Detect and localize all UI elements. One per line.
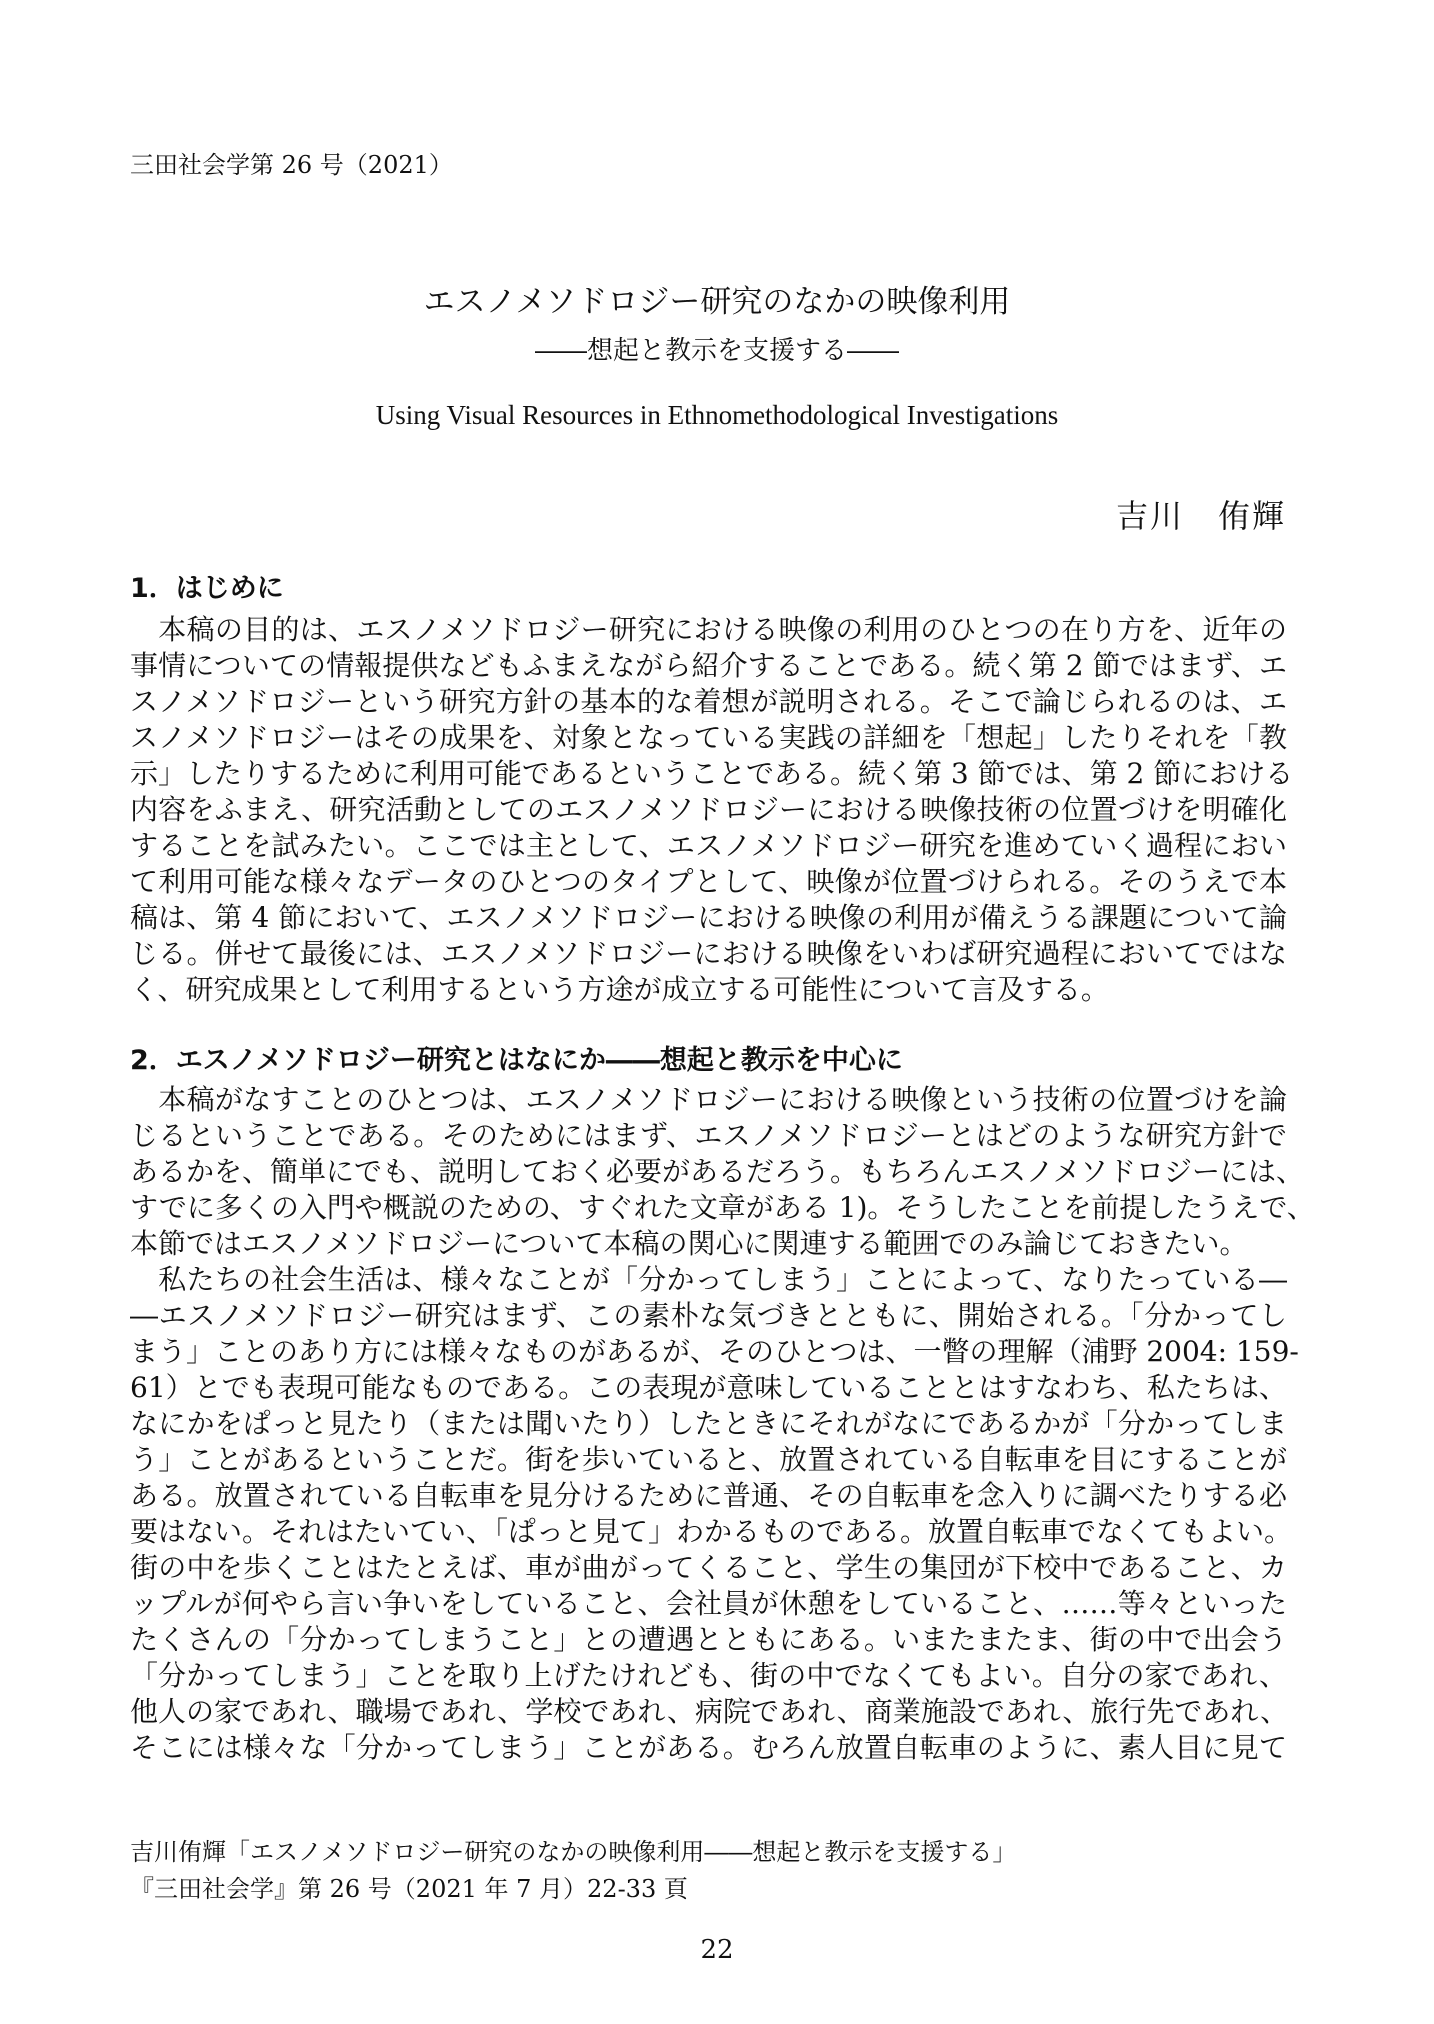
text-line: することを試みたい。ここでは主として、エスノメソドロジー研究を進めていく過程におい <box>130 829 1287 862</box>
journal-header: 三田社会学第 26 号（2021） <box>130 151 453 179</box>
text-line: 内容をふまえ、研究活動としてのエスノメソドロジーにおける映像技術の位置づけを明確化 <box>130 793 1287 826</box>
article-title: エスノメソドロジー研究のなかの映像利用 <box>423 284 1011 320</box>
text-line: まう」ことのあり方には様々なものがあるが、そのひとつは、一瞥の理解（浦野 2004: 159- <box>130 1335 1299 1368</box>
section-heading: 2．エスノメソドロジー研究とはなにか――想起と教示を中心に <box>130 1045 903 1076</box>
text-line: 私たちの社会生活は、様々なことが「分かってしまう」ことによって、なりたっている― <box>130 1263 1287 1296</box>
text-line: 示」したりするために利用可能であるということである。続く第 3 節では、第 2 節における <box>130 757 1294 790</box>
text-line: 他人の家であれ、職場であれ、学校であれ、病院であれ、商業施設であれ、旅行先であれ、 <box>130 1695 1289 1728</box>
section-body <box>130 1082 1315 1766</box>
text-line: ップルが何やら言い争いをしていること、会社員が休憩をしていること、……等々といった <box>130 1587 1287 1620</box>
text-line: く、研究成果として利用するという方途が成立する可能性について言及する。 <box>130 973 1109 1006</box>
text-line: 本稿の目的は、エスノメソドロジー研究における映像の利用のひとつの在り方を、近年の <box>130 613 1287 646</box>
text-line: 街の中を歩くことはたとえば、車が曲がってくること、学生の集団が下校中であること、カ <box>130 1551 1287 1584</box>
text-line: 「分かってしまう」ことを取り上げたけれども、街の中でなくてもよい。自分の家であれ、 <box>130 1659 1287 1692</box>
text-line: なにかをぱっと見たり（または聞いたり）したときにそれがなにであるかが「分かってしま <box>130 1407 1287 1440</box>
section-heading: 1．はじめに <box>130 573 284 604</box>
citation-line: 『三田社会学』第 26 号（2021 年 7 月）22-33 頁 <box>130 1875 688 1903</box>
text-line: じるということである。そのためにはまず、エスノメソドロジーとはどのような研究方針で <box>130 1119 1287 1152</box>
text-line: たくさんの「分かってしまうこと」との遭遇とともにある。いまたまたま、街の中で出会う <box>130 1623 1287 1656</box>
text-line: あるかを、簡単にでも、説明しておく必要があるだろう。もちろんエスノメソドロジーには、 <box>130 1155 1305 1188</box>
text-line: 61）とでも表現可能なものである。この表現が意味していることとはすなわち、私たちは、 <box>130 1371 1287 1404</box>
text-line: ―エスノメソドロジー研究はまず、この素朴な気づきとともに、開始される。「分かってし <box>130 1299 1287 1332</box>
page-number: 22 <box>700 1935 734 1965</box>
article-subtitle: ――想起と教示を支援する―― <box>534 336 899 366</box>
text-line: う」ことがあるということだ。街を歩いていると、放置されている自転車を目にすることが <box>130 1443 1287 1476</box>
text-line: じる。併せて最後には、エスノメソドロジーにおける映像をいわば研究過程においてではな <box>130 937 1287 970</box>
text-line: ある。放置されている自転車を見分けるために普通、その自転車を念入りに調べたりする必 <box>130 1479 1287 1512</box>
text-line: 要はない。それはたいてい、「ぱっと見て」わかるものである。放置自転車でなくてもよい。 <box>130 1515 1293 1548</box>
author-name: 吉川 侑輝 <box>1115 497 1286 535</box>
section-body <box>130 612 1294 1008</box>
citation <box>130 1834 1016 1908</box>
text-line: スノメソドロジーはその成果を、対象となっている実践の詳細を「想起」したりそれを「教 <box>130 721 1287 754</box>
text-line: スノメソドロジーという研究方針の基本的な着想が説明される。そこで論じられるのは、エ <box>130 685 1287 718</box>
english-title: Using Visual Resources in Ethnomethodological Investigations <box>375 400 1059 430</box>
text-line: 本節ではエスノメソドロジーについて本稿の関心に関連する範囲でのみ論じておきたい。 <box>130 1227 1248 1260</box>
text-line: 稿は、第 4 節において、エスノメソドロジーにおける映像の利用が備えうる課題について論 <box>130 901 1287 934</box>
text-line: すでに多くの入門や概説のための、すぐれた文章がある 1)。そうしたことを前提したうえで、 <box>130 1191 1315 1224</box>
citation-line: 吉川侑輝「エスノメソドロジー研究のなかの映像利用――想起と教示を支援する」 <box>130 1838 1017 1866</box>
text-line: そこには様々な「分かってしまう」ことがある。むろん放置自転車のように、素人目に見て <box>130 1731 1287 1764</box>
text-line: て利用可能な様々なデータのひとつのタイプとして、映像が位置づけられる。そのうえで本 <box>130 865 1287 898</box>
text-line: 事情についての情報提供などもふまえながら紹介することである。続く第 2 節ではまず、エ <box>130 649 1287 682</box>
text-line: 本稿がなすことのひとつは、エスノメソドロジーにおける映像という技術の位置づけを論 <box>130 1083 1287 1116</box>
